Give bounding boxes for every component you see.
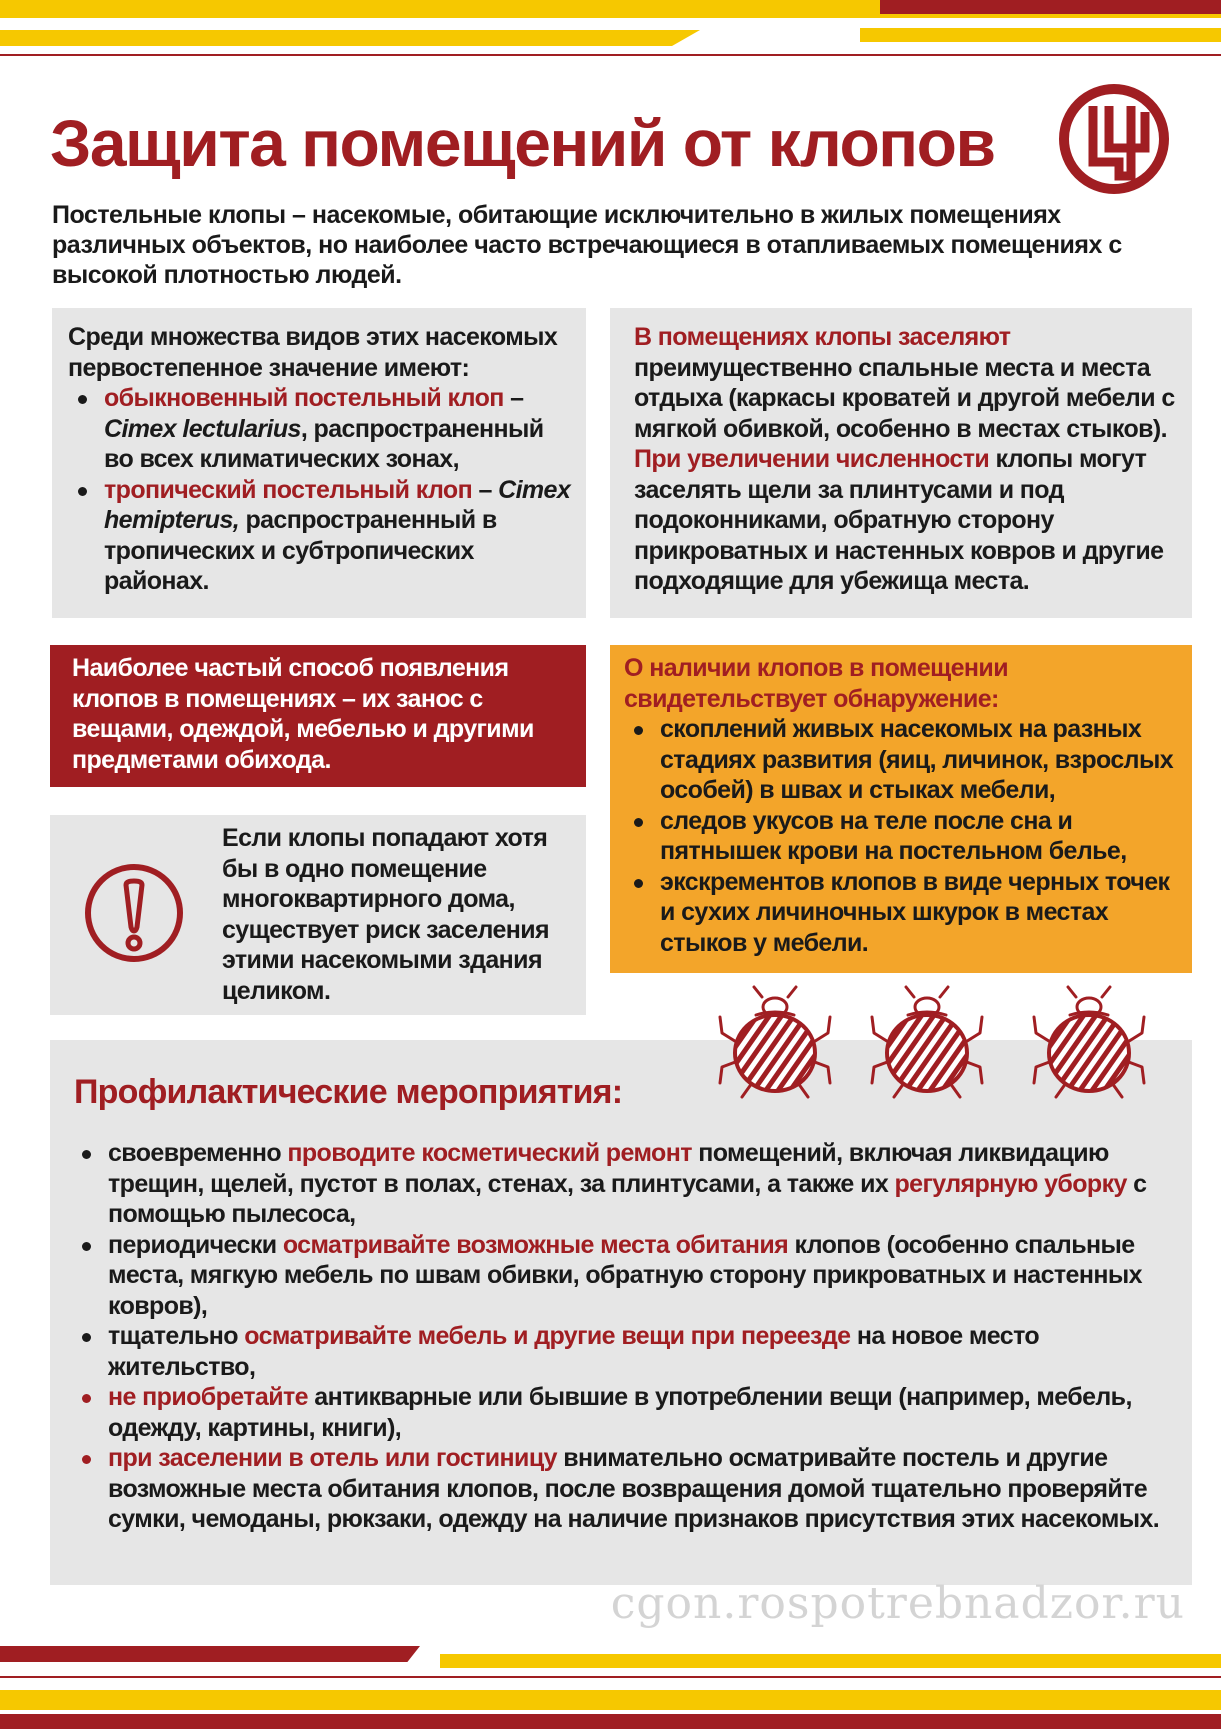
list-item bbox=[68, 475, 572, 597]
species-dash: – bbox=[503, 384, 524, 412]
detection-box bbox=[610, 645, 1192, 973]
footer-url: cgon.rospotrebnadzor.ru bbox=[610, 1578, 1185, 1629]
habitat-box bbox=[610, 308, 1192, 618]
prevention-text: периодически bbox=[108, 1230, 283, 1259]
species-latin: Cimex hemipterus, bbox=[104, 475, 571, 534]
prevention-text: тщательно bbox=[108, 1322, 245, 1350]
species-desc: , распространенный во всех климатических зонах, bbox=[104, 414, 544, 473]
prevention-highlight: осматривайте мебель и другие вещи при переезде bbox=[244, 1322, 851, 1350]
prevention-text: с помощью пылесоса, bbox=[108, 1169, 1147, 1228]
prevention-highlight: при заселении в отель или гостиницу bbox=[108, 1444, 557, 1472]
list-item bbox=[72, 1443, 1166, 1535]
cgon-logo-icon bbox=[1057, 82, 1171, 196]
list-item bbox=[72, 1230, 1166, 1322]
prevention-text: своевременно bbox=[108, 1139, 288, 1167]
spread-text: Наиболее частый способ появления клопов в помещениях – их занос с вещами, одеждой, мебелью и другими предметами обихода. bbox=[72, 654, 534, 774]
species-dash: – bbox=[472, 475, 492, 504]
habitat-text-2: клопы могут заселять щели за плинтусами и под подоконниками, обратную сторону прикроватных и настенных ковров и другие подходящие для убежища места. bbox=[634, 445, 1164, 595]
bedbug-icon bbox=[716, 983, 834, 1103]
prevention-highlight: регулярную уборку bbox=[894, 1169, 1127, 1198]
prevention-text: антикварные или бывшие в употреблении вещи (например, мебель, одежду, картины, книги), bbox=[108, 1383, 1132, 1442]
detection-list bbox=[624, 714, 1186, 958]
prevention-highlight: осматривайте возможные места обитания bbox=[282, 1230, 789, 1259]
habitat-heading-2: При увеличении численности bbox=[634, 445, 990, 473]
bedbug-icon bbox=[1030, 983, 1148, 1103]
top-red-thin-line bbox=[0, 54, 1221, 56]
species-box bbox=[52, 308, 586, 618]
prevention-box bbox=[50, 1040, 1192, 1585]
prevention-text: помещений, включая ликвидацию трещин, щелей, пустот в полах, стенах, за плинтусами, а также их bbox=[108, 1139, 1109, 1198]
habitat-heading-1: В помещениях клопы заселяют bbox=[634, 323, 1011, 351]
list-item bbox=[72, 1321, 1166, 1382]
top-yellow-stripe-3 bbox=[860, 28, 1221, 42]
species-name: обыкновенный постельный клоп bbox=[104, 384, 504, 412]
habitat-text-1: преимущественно спальные места и места отдыха (каркасы кроватей и другой мебели с мягкой обивкой, особенно в местах стыков). bbox=[634, 353, 1175, 443]
detection-heading: О наличии клопов в помещении свидетельствует обнаружение: bbox=[624, 654, 1008, 713]
prevention-text: клопов (особенно спальные места, мягкую мебель по швам обивки, обратную сторону прикроватных и настенных ковров), bbox=[108, 1230, 1142, 1320]
prevention-highlight: проводите косметический ремонт bbox=[287, 1139, 692, 1167]
prevention-heading: Профилактические мероприятия: bbox=[74, 1073, 623, 1111]
top-yellow-stripe-2 bbox=[0, 30, 700, 46]
spread-box bbox=[50, 645, 586, 787]
prevention-text: внимательно осматривайте постель и другие возможные места обитания клопов, после возвращения домой тщательно проверяйте сумки, чемоданы, рюкзаки, одежду на наличие признаков присутствия этих насекомых. bbox=[108, 1444, 1160, 1533]
species-latin: Cimex lectularius bbox=[104, 414, 301, 443]
prevention-text: на новое место жительство, bbox=[108, 1322, 1040, 1381]
list-item: скоплений живых насекомых на разных стадиях развития (яиц, личинок, взрослых особей) в швах и стыках мебели, bbox=[624, 714, 1186, 806]
species-desc: распространенный в тропических и субтропических районах. bbox=[104, 506, 497, 595]
warning-box bbox=[50, 815, 586, 1015]
warning-text: Если клопы попадают хотя бы в одно помещение многоквартирного дома, существует риск заселения этими насекомыми здания целиком. bbox=[222, 824, 550, 1005]
list-item bbox=[72, 1138, 1166, 1230]
bedbug-icon bbox=[868, 983, 986, 1103]
bottom-red-stripe-2 bbox=[0, 1714, 1221, 1729]
top-red-stripe bbox=[880, 0, 1221, 14]
species-list bbox=[68, 383, 572, 597]
list-item bbox=[68, 383, 572, 475]
list-item: следов укусов на теле после сна и пятнышек крови на постельном белье, bbox=[624, 806, 1186, 867]
prevention-highlight: не приобретайте bbox=[108, 1383, 308, 1411]
page-title: Защита помещений от клопов bbox=[50, 106, 995, 180]
list-item: экскрементов клопов в виде черных точек и сухих личиночных шкурок в местах стыков у мебели. bbox=[624, 867, 1186, 959]
prevention-list bbox=[72, 1138, 1166, 1535]
list-item bbox=[72, 1382, 1166, 1443]
bottom-red-stripe bbox=[0, 1646, 420, 1662]
bottom-red-thin-line bbox=[0, 1676, 1221, 1678]
species-name: тропический постельный клоп bbox=[104, 475, 473, 504]
exclamation-circle-icon bbox=[82, 861, 186, 965]
species-lead: Среди множества видов этих насекомых первостепенное значение имеют: bbox=[68, 323, 558, 382]
bottom-yellow-stripe bbox=[440, 1654, 1221, 1668]
bottom-yellow-stripe-2 bbox=[0, 1690, 1221, 1710]
intro-text: Постельные клопы – насекомые, обитающие исключительно в жилых помещениях различных объектов, но наиболее часто встречающиеся в отапливаемых помещениях с высокой плотностью людей. bbox=[52, 201, 1122, 289]
